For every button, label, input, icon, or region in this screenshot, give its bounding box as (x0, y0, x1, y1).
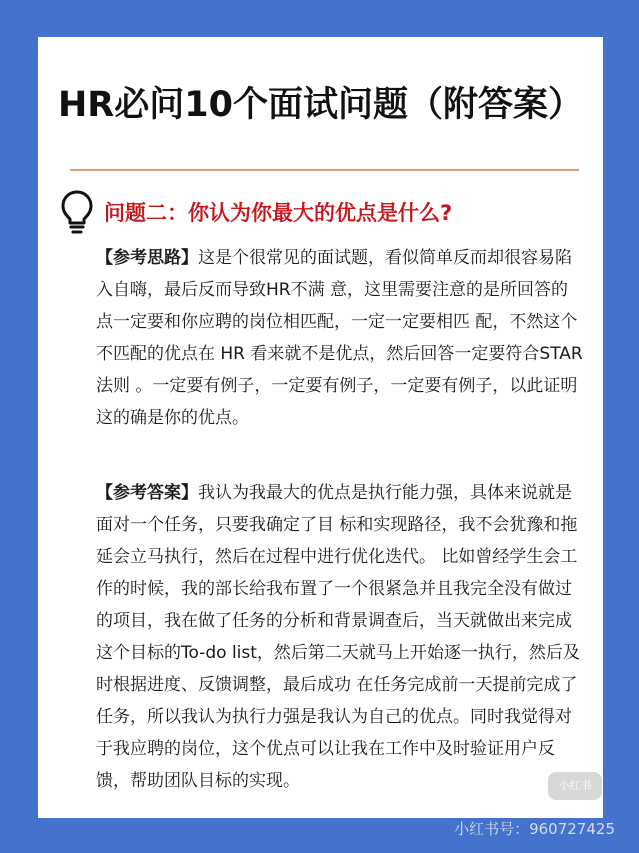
content-card (38, 37, 603, 818)
thinking-text: 这是个很常见的面试题，看似简单反而却很容易陷入自嗨，最后反而导致HR不满 意，这里需要注意的是所回答的点一定要和你应聘的岗位相匹配，一定一定要相匹 配，不然这个不匹配的优点在 HR 看来就不是优点，然后回答一定要符合STAR法则 。一定要有例子，一定要有例子，一定要有例子，以此证明这的确是你的优点。 (96, 248, 583, 428)
title-divider (70, 169, 579, 171)
watermark-badge: 小红书 (548, 772, 602, 800)
page-title: HR必问10个面试问题（附答案） (58, 85, 583, 125)
answer-text: 我认为我最大的优点是执行能力强，具体来说就是面对一个任务，只要我确定了目 标和实现路径，我不会犹豫和拖延会立马执行，然后在过程中进行优化迭代。 比如曾经学生会工作的时候，我的部长给我布置了一个很紧急并且我完全没有做过 的项目，我在做了任务的分析和背景调查后，当天就做出来完成这个目标的To-do list，然后第二天就马上开始逐一执行，然后及时根据进度、反馈调整，最后成功 在任务完成前一天提前完成了任务，所以我认为执行力强是我认为自己的优点。同时我觉得对于我应聘的岗位，这个优点可以让我在工作中及时验证用户反馈，帮助团队目标的实现。 (96, 483, 580, 791)
thinking-paragraph (96, 242, 584, 434)
answer-paragraph (96, 477, 584, 797)
answer-label: 【参考答案】 (96, 483, 198, 503)
thinking-label: 【参考思路】 (96, 248, 198, 268)
lightbulb-icon (60, 189, 94, 235)
question-heading: 问题二：你认为你最大的优点是什么? (104, 201, 453, 225)
question-row (60, 189, 580, 237)
watermark-text: 小红书号：960727425 (454, 820, 615, 838)
